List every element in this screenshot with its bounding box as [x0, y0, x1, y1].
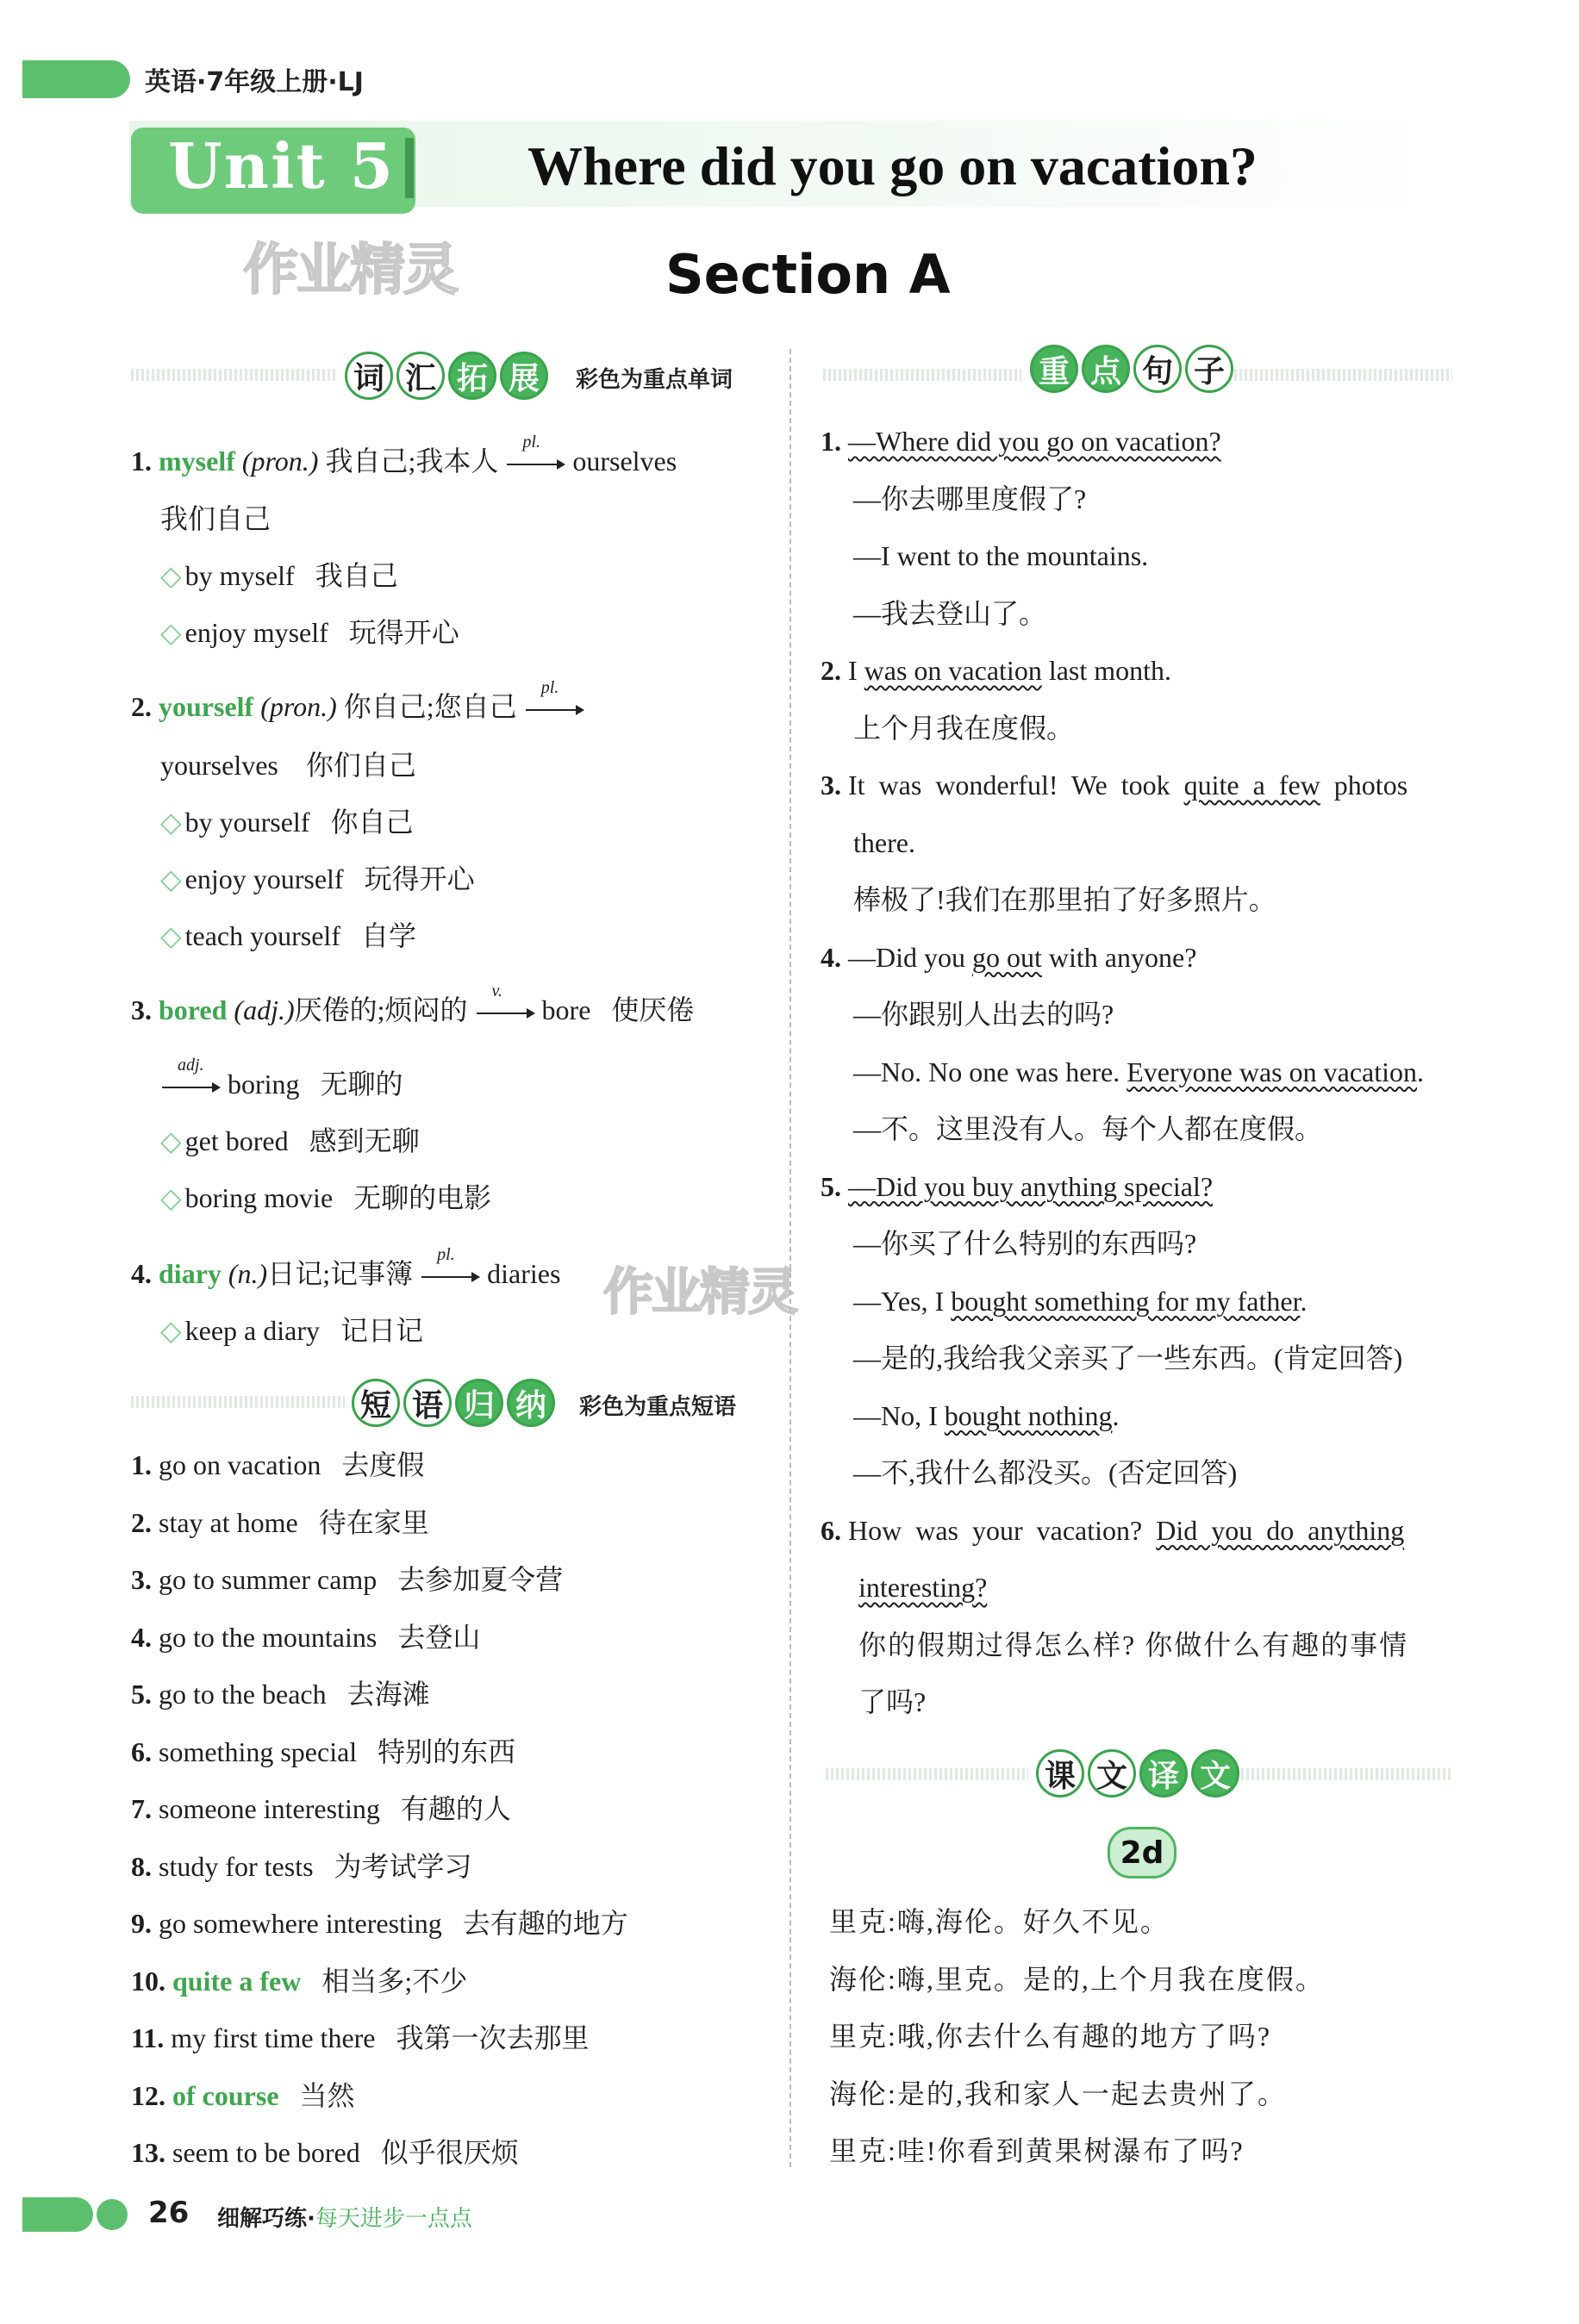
vocab-note: 彩色为重点单词 [576, 367, 733, 393]
vocab-phrase: ◇ boring movie 无聊的电影 [160, 1182, 492, 1213]
vocab-phrase: ◇ keep a diary 记日记 [160, 1315, 423, 1346]
dialogue [829, 1904, 1325, 2191]
dialogue-line: 里克:哦,你去什么有趣的地方了吗? [829, 2021, 1272, 2052]
sentence-line: —不。这里没有人。每个人都在度假。 [853, 1113, 1323, 1144]
derivation-arrow-icon: pl. [505, 444, 565, 478]
derivation-arrow-icon: v. [475, 993, 535, 1027]
heading-char: 点 [1082, 345, 1130, 393]
book-info: 英语·7年级上册·LJ [145, 67, 364, 97]
sentence-line: 4. —Did you go out with anyone? [821, 941, 1197, 973]
sentence-line: 3. It was wonderful! We took quite a few photos [821, 769, 1408, 801]
sentence-line: —Yes, I bought something for my father. [853, 1285, 1308, 1317]
header-bar [22, 60, 130, 98]
vocab-word: myself [159, 445, 235, 477]
heading-char: 纳 [507, 1379, 555, 1427]
vocab-derived-cn: 我们自己 [160, 503, 271, 534]
sentence-line: 上个月我在度假。 [853, 712, 1075, 744]
footer-dot [97, 2199, 128, 2230]
section-rule [1231, 1768, 1453, 1780]
list-item: 4. go to the mountains 去登山 [131, 1621, 481, 1653]
list-item: 3. go to summer camp 去参加夏令营 [131, 1564, 564, 1595]
phrases-heading [352, 1379, 555, 1427]
heading-char: 课 [1036, 1749, 1084, 1798]
phrases-note: 彩色为重点短语 [579, 1394, 737, 1420]
dialogue-line: 海伦:是的,我和家人一起去贵州了。 [829, 2078, 1287, 2109]
list-item: 5. go to the beach 去海滩 [131, 1679, 430, 1710]
vocab-entry: 2. yourself (pron.) 你自己;您自己 pl. [131, 689, 584, 724]
heading-char: 译 [1139, 1749, 1188, 1798]
sentence-line: —No, I bought nothing. [853, 1399, 1120, 1431]
sentence-line: —我去登山了。 [853, 597, 1047, 629]
section-rule [823, 369, 1021, 381]
heading-char: 文 [1191, 1749, 1239, 1798]
derivation-arrow-icon: pl. [524, 689, 584, 724]
vocab-word: diary [159, 1258, 222, 1289]
sentence-line: —你买了什么特别的东西吗? [853, 1228, 1197, 1259]
heading-char: 拓 [448, 352, 496, 400]
sentence-line: —不,我什么都没买。(否定回答) [853, 1457, 1238, 1488]
heading-char: 展 [500, 352, 548, 400]
sentence-line: 5. —Did you buy anything special? [821, 1170, 1214, 1202]
unit-label: Unit 5 [168, 129, 395, 202]
sentence-line: 棒极了!我们在那里拍了好多照片。 [853, 884, 1276, 915]
unit-title: Where did you go on vacation? [527, 135, 1258, 196]
heading-char: 语 [403, 1379, 452, 1427]
list-item: 6. something special 特别的东西 [131, 1735, 516, 1767]
list-item: 10. quite a few 相当多;不少 [131, 1965, 468, 1997]
dialogue-line: 里克:嗨,海伦。好久不见。 [829, 1906, 1170, 1937]
vocab-entry: 3. bored (adj.)厌倦的;烦闷的 v. bore 使厌倦 [131, 981, 695, 1025]
heading-char: 词 [345, 352, 393, 400]
vocab-phrase: ◇ get bored 感到无聊 [160, 1125, 420, 1156]
sentence-line: —你跟别人出去的吗? [853, 999, 1114, 1030]
sentence-line: 你的假期过得怎么样? 你做什么有趣的事情 [858, 1629, 1409, 1660]
derivation-arrow-icon: adj. [160, 1067, 221, 1101]
vocab-heading [345, 352, 548, 400]
section-title: Section A [665, 243, 951, 306]
footer-bar [22, 2197, 93, 2232]
list-item: 11. my first time there 我第一次去那里 [131, 2022, 590, 2053]
list-item: 8. study for tests 为考试学习 [131, 1850, 472, 1882]
heading-char: 句 [1133, 345, 1182, 393]
section-rule [826, 1768, 1028, 1780]
sentence-line: —是的,我给我父亲买了一些东西。(肯定回答) [853, 1343, 1403, 1374]
sentence-line: 了吗? [858, 1686, 927, 1717]
watermark-logo: 作业精灵 [603, 1262, 797, 1321]
page-number: 26 [148, 2196, 190, 2230]
dialogue-line: 海伦:嗨,里克。是的,上个月我在度假。 [829, 1963, 1325, 1995]
column-divider [790, 349, 791, 2167]
vocab-phrase: ◇ teach yourself 自学 [160, 920, 416, 951]
list-item: 1. go on vacation 去度假 [131, 1449, 425, 1480]
vocab-phrase: ◇ by yourself 你自己 [160, 807, 414, 838]
sentence-line: interesting? [858, 1572, 988, 1603]
vocab-derived: yourselves 你们自己 [160, 750, 416, 781]
list-item: 2. stay at home 待在家里 [131, 1506, 429, 1538]
heading-char: 短 [352, 1379, 400, 1427]
section-rule [131, 369, 338, 381]
translation-heading [1036, 1749, 1239, 1798]
dialogue-line: 里克:哇!你看到黄果树瀑布了吗? [829, 2135, 1245, 2166]
vocab-word: yourself [159, 691, 254, 722]
vocab-derived: adj. boring 无聊的 [160, 1067, 403, 1101]
watermark-logo: 作业精灵 [243, 239, 457, 302]
activity-tag: 2d [1108, 1827, 1176, 1879]
list-item: 9. go somewhere interesting 去有趣的地方 [131, 1908, 628, 1939]
key-sentences [821, 424, 1424, 1742]
heading-char: 汇 [396, 352, 445, 400]
phrase-list [131, 1448, 628, 2193]
vocab-phrase: ◇ enjoy yourself 玩得开心 [160, 863, 475, 894]
sentence-line: —你去哪里度假了? [853, 483, 1087, 514]
derivation-arrow-icon: pl. [420, 1256, 480, 1291]
heading-char: 文 [1088, 1749, 1136, 1798]
footer-slogan: 细解巧练·每天进步一点点 [217, 2206, 472, 2232]
sentence-line: 6. How was your vacation? Did you do anything [821, 1514, 1405, 1546]
unit-label-bar [405, 138, 414, 198]
heading-char: 子 [1185, 345, 1233, 393]
heading-char: 归 [455, 1379, 503, 1427]
vocab-phrase: ◇ enjoy myself 玩得开心 [160, 617, 459, 648]
sentence-line: 1. —Where did you go on vacation? [821, 426, 1221, 457]
vocab-entry: 4. diary (n.)日记;记事簿 pl. diaries [131, 1245, 561, 1289]
heading-char: 重 [1030, 345, 1078, 393]
vocab-word: bored [159, 994, 228, 1025]
section-rule [131, 1396, 345, 1408]
list-item: 7. someone interesting 有趣的人 [131, 1793, 511, 1824]
list-item: 13. seem to be bored 似乎很厌烦 [131, 2137, 519, 2168]
vocab-entry: 1. myself (pron.) 我自己;我本人 pl. ourselves [131, 433, 677, 477]
sentence-line: —No. No one was here. Everyone was on vacation. [853, 1056, 1425, 1087]
sentence-line: 2. I was on vacation last month. [821, 655, 1172, 686]
sentence-line: there. [853, 826, 915, 858]
list-item: 12. of course 当然 [131, 2079, 355, 2111]
sentence-line: —I went to the mountains. [853, 540, 1149, 571]
vocab-phrase: ◇ by myself 我自己 [160, 560, 398, 591]
sentences-heading [1030, 345, 1233, 393]
section-rule [1224, 369, 1452, 381]
